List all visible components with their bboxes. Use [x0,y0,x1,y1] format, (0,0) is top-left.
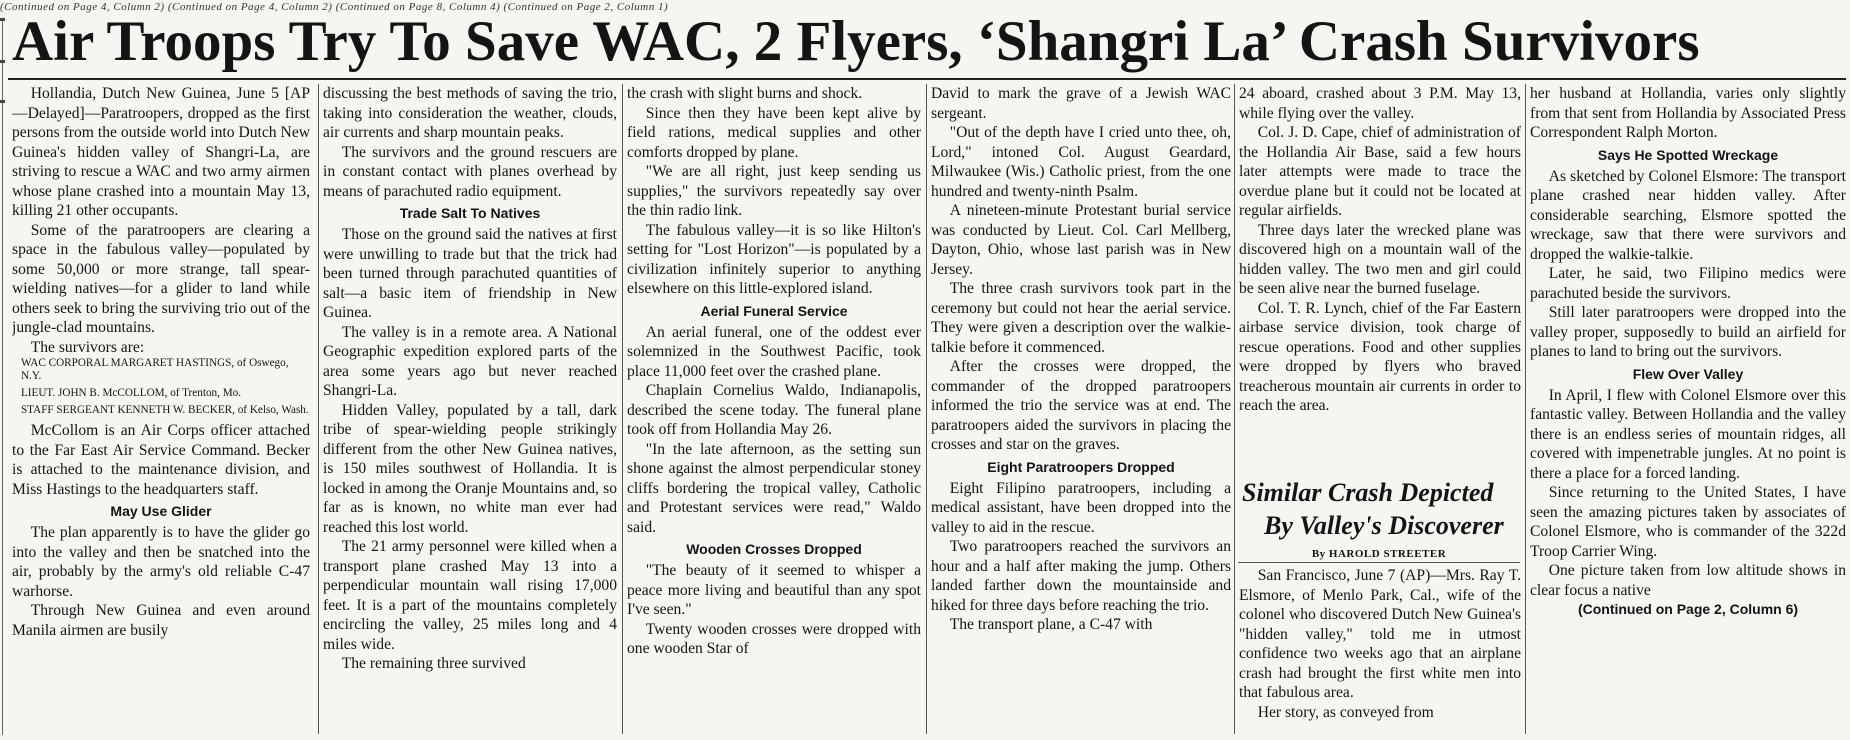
article-column-5 [1239,84,1521,474]
paragraph: Her story, as conveyed from [1257,703,1434,721]
survivor-entry: LIEUT. JOHN B. McCOLLOM, of Trenton, Mo. [20,387,242,399]
paragraph: The 21 army personnel were killed when a transport plane crashed May 13 into a perpendicular mountain wall rising 17,000 feet. It is a part of the mountains completely encircling the valley, 25 miles long and 4 miles wide. [323,538,617,653]
survivor-entry: STAFF SERGEANT KENNETH W. BECKER, of Kelso, Wash. [20,404,309,416]
paragraph: the crash with slight burns and shock. [627,85,863,102]
subheading: Flew Over Valley [1632,365,1744,382]
paragraph: One picture taken from low altitude shows in clear focus a native [1530,562,1846,599]
page-continuation-strip: (Continued on Page 4, Column 2) (Continued on Page 4, Column 2) (Continued on Page 8, Column 4) (Continued on Page 2, Column 1) [0,1,669,13]
article-column-4 [931,84,1231,738]
column-rule [926,84,927,734]
article-column-1 [12,84,310,738]
paragraph: McCollom is an Air Corps officer attached to the Far East Air Service Command. Becker is attached to the maintenance division, and Miss Hastings to the headquarters staff. [12,422,310,498]
paragraph: Since returning to the United States, I have seen the amazing pictures taken by associates of Colonel Elsmore, who is commander of the 322d Troop Carrier Wing. [1530,484,1846,560]
left-margin-rule [2,20,3,735]
paragraph: Hollandia, Dutch New Guinea, June 5 [AP—Delayed]—Paratroopers, dropped as the first persons from the outside world into Dutch New Guinea's hidden valley of Shangri-La, are striving to rescue a WAC and two army airmen whose plane crashed into a mountain May 13, killing 21 other occupants. [12,85,310,219]
headline: Air Troops Try To Save WAC, 2 Flyers, ‘Shangri La’ Crash Survivors [12,10,1700,73]
continued-notice: (Continued on Page 2, Column 6) [1577,601,1799,617]
column-rule [1234,84,1235,734]
paragraph: The plan apparently is to have the glider go into the valley and then be snatched into the air, probably by the army's old reliable C-47 warhorse. [12,524,310,600]
subheading: Trade Salt To Natives [399,205,541,221]
subheading: Eight Paratroopers Dropped [987,458,1175,475]
paragraph: Twenty wooden crosses were dropped with one wooden Star of [627,620,921,657]
paragraph: Three days later the wrecked plane was discovered high on a mountain wall of the hidden valley. The two men and girl could be seen alive near the burned fuselage. [1239,221,1521,297]
paragraph: Through New Guinea and even around Manila airmen are busily [12,602,310,639]
paragraph: David to mark the grave of a Jewish WAC sergeant. [931,85,1231,122]
paragraph: Those on the ground said the natives at first were unwilling to trade but that the trick had been turned through parachuted quantities of salt—a basic item of friendship in New Guinea. [323,226,617,321]
article-column-2 [323,84,617,738]
paragraph: Some of the paratroopers are clearing a space in the fabulous valley—populated by some 50,000 or more strange, tall spear-wielding natives—for a glider to land while others seek to bring the surviving trio out of the jungle-clad mountains. [12,221,310,336]
paragraph: Col. T. R. Lynch, chief of the Far Eastern airbase service division, took charge of rescue operations. Food and other supplies were dropped by flyers who braved treacherous mountain air currents in order to reach the area. [1239,299,1521,414]
paragraph: 24 aboard, crashed about 3 P.M. May 13, while flying over the valley. [1239,85,1521,122]
column-rule [318,84,319,734]
paragraph: Two paratroopers reached the survivors an hour and a half after making the jump. Others landed farther down the mountainside and hiked for three days before reaching the trio. [931,538,1231,614]
byline-rule [1238,562,1520,563]
survivor-entry: WAC CORPORAL MARGARET HASTINGS, of Oswego, N.Y. [20,357,289,382]
paragraph: "We are all right, just keep sending us supplies," the survivors repeatedly say over the thin radio link. [627,163,921,219]
paragraph: The valley is in a remote area. A National Geographic expedition explored parts of the area some years ago but never reached Shangri-La. [323,323,617,399]
sidebar-headline [1238,476,1520,542]
sidebar-headline-line: Similar Crash Depicted [1242,478,1494,507]
paragraph: After the crosses were dropped, the commander of the dropped paratroopers informed the trio the service was at end. The paratroopers aided the survivors in placing the crosses and star on the graves. [931,358,1231,453]
paragraph: "The beauty of it seemed to whisper a peace more living and beautiful than any spot I've seen." [627,562,921,618]
paragraph: Later, he said, two Filipino medics were parachuted beside the survivors. [1530,265,1846,302]
subheading: Aerial Funeral Service [700,302,848,319]
paragraph: "In the late afternoon, as the setting sun shone against the almost perpendicular stoney cliffs bordering the tropical valley, Catholic and Protestant services were read," Waldo said. [627,440,921,536]
paragraph: Col. J. D. Cape, chief of administration of the Hollandia Air Base, said a few hours later attempts were made to trace the overdue plane but it could not be located at regular airfields. [1239,124,1521,219]
subheading: May Use Glider [110,503,212,519]
paragraph: The fabulous valley—it is so like Hilton's setting for "Lost Horizon"—is populated by a civilization infinitely superior to anything elsewhere on this little-explored island. [627,221,921,297]
paragraph: Still later paratroopers were dropped into the valley proper, supposedly to build an airfield for planes to land to bring out the survivors. [1530,304,1846,360]
survivor-roster [12,357,310,421]
margin-mark [0,100,5,103]
survivors-heading: The survivors are: [30,338,145,356]
subheading: Says He Spotted Wreckage [1597,146,1779,163]
paragraph: A nineteen-minute Protestant burial service was conducted by Lieut. Col. Carl Mellberg, Dayton, Ohio, whose last parish was in New Jersey. [931,202,1231,278]
paragraph: "Out of the depth have I cried unto thee, oh, Lord," intoned Col. August Geardard, Milwaukee (Wis.) Catholic priest, from the one hundred and twenty-ninth Psalm. [931,124,1231,200]
paragraph: An aerial funeral, one of the oddest ever solemnized in the Southwest Pacific, took place 11,000 feet over the crashed plane. [627,323,921,380]
paragraph: The three crash survivors took part in the ceremony but could not hear the aerial service. They were given a description over the walkie-talkie before it commenced. [931,280,1231,356]
column-rule [1525,84,1526,734]
article-column-6 [1530,84,1846,738]
sidebar-headline-line: By Valley's Discoverer [1264,511,1504,540]
paragraph: Hidden Valley, populated by a tall, dark tribe of spear-wielding people strikingly different from the other New Guinea natives, is 150 miles southwest of Hollandia. It is locked in among the Oranje Mountains and, so far as is known, no white man ever had reached this lost world. [323,401,617,536]
subheading: Wooden Crosses Dropped [686,541,862,557]
paragraph: Chaplain Cornelius Waldo, Indianapolis, described the scene today. The funeral plane took off from Hollandia May 26. [627,382,921,438]
paragraph: The transport plane, a C-47 with [949,616,1153,633]
sidebar-story [1239,566,1521,738]
margin-mark [0,60,5,63]
article-column-3 [627,84,921,738]
paragraph: As sketched by Colonel Elsmore: The transport plane crashed near hidden valley. After considerable searching, Elsmore spotted the wreckage, saw that there were survivors and dropped the walkie-talkie. [1530,167,1846,263]
headline-rule [8,78,1846,80]
paragraph: Since then they have been kept alive by field rations, medical supplies and other comforts dropped by plane. [627,104,921,161]
paragraph: In April, I flew with Colonel Elsmore over this fantastic valley. Between Hollandia and the valley there is an endless series of mountain ridges, all covered with impenetrable jungles. At no point is there a place for a forced landing. [1530,386,1846,482]
paragraph: The remaining three survived [341,655,526,672]
byline: By HAROLD STREETER [1311,548,1447,560]
paragraph: Eight Filipino paratroopers, including a medical assistant, have been dropped into the valley to aid in the rescue. [931,479,1231,536]
paragraph: The survivors and the ground rescuers are in constant contact with planes overhead by means of parachuted radio equipment. [323,143,617,200]
paragraph: her husband at Hollandia, varies only slightly from that sent from Hollandia by Associated Press Correspondent Ralph Morton. [1530,85,1846,141]
paragraph: discussing the best methods of saving the trio, taking into consideration the weather, clouds, air currents and sharp mountain peaks. [323,85,617,141]
margin-mark [0,18,5,21]
column-rule [622,84,623,734]
paragraph: San Francisco, June 7 (AP)—Mrs. Ray T. Elsmore, of Menlo Park, Cal., wife of the colonel who discovered Dutch New Guinea's "hidden valley," told me in utmost confidence two weeks ago that an airplane crash had brought the first white men into that fabulous area. [1239,567,1521,701]
